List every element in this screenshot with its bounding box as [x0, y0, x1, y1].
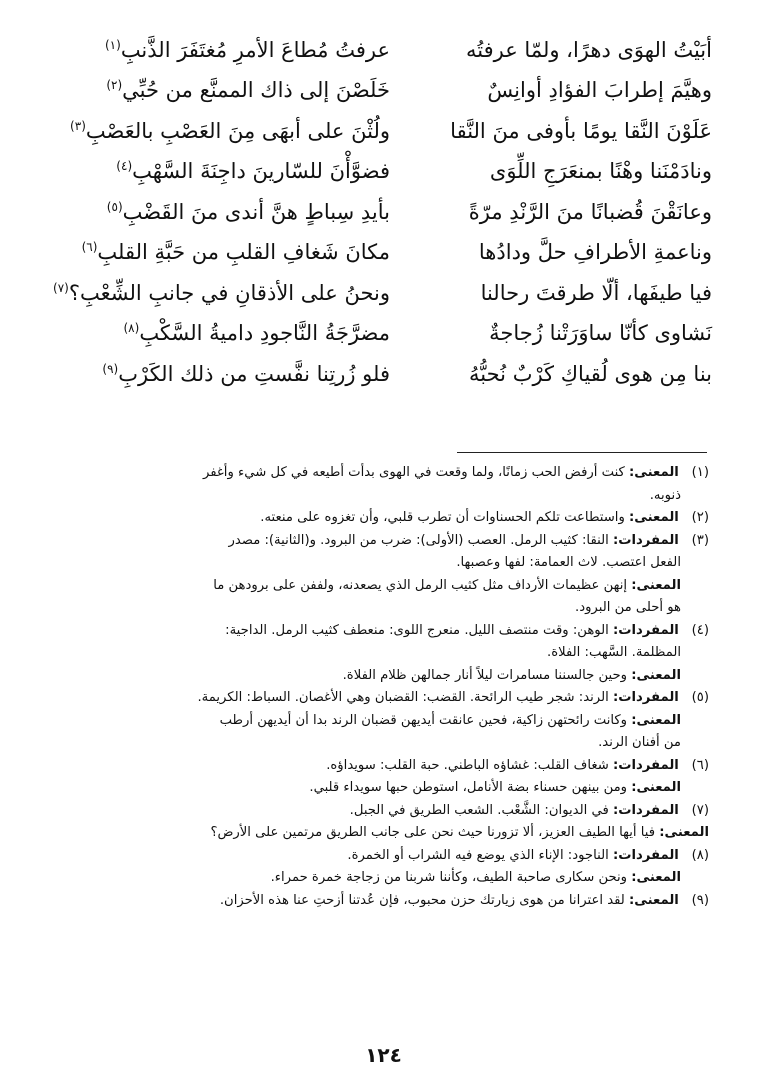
verse-second-hemistich [60, 242, 390, 263]
verse-first-hemistich: وناعمةِ الأطرافِ حلَّ ودادُها [478, 240, 712, 265]
verse [60, 233, 712, 274]
footnote-label: المعنى: [659, 825, 709, 840]
footnote [59, 507, 709, 530]
footnote-line [59, 665, 709, 688]
footnote-line [59, 575, 709, 598]
footnote-number: (١) [691, 465, 709, 480]
verse-first-hemistich: أبَيْتُ الهوَى دهرًا، ولمّا عرفتُه [466, 37, 712, 62]
verse-second-hemistich [60, 323, 390, 344]
footnote-line [59, 485, 709, 508]
verse-second-hemistich [60, 37, 390, 62]
footnote-number: (٦) [691, 757, 709, 773]
verse [60, 152, 712, 193]
verse-second-text: بأيدِ سِباطٍ هنَّ أندى منَ القَضْبِ [122, 199, 390, 224]
footnote-label: المعنى: [631, 870, 681, 885]
verse-second-hemistich [60, 161, 390, 182]
footnote-text: كنت أرفض الحب زمانًا، ولما وقعت في الهوى بدأت أطيعه في كل شيء وأغفر [202, 465, 630, 480]
footnote-line [59, 777, 709, 800]
footnote-reference: (٦) [81, 240, 98, 255]
footnote [59, 755, 709, 800]
verse [60, 314, 712, 355]
verse-first-hemistich: فيا طيفَها، ألّا طرقتَ رحالنا [480, 280, 712, 305]
footnote-text: في الديوان: الشَّعْب. الشعب الطريق في الجبل. [349, 802, 613, 818]
footnote-reference: (٥) [106, 199, 123, 214]
footnote-line [59, 732, 709, 755]
verse-second-hemistich [60, 80, 390, 101]
verse-first-hemistich: نَشاوى كأنّا ساوَرَتْنا زُجاجةٌ [489, 321, 712, 346]
footnote-line [59, 552, 709, 575]
verse-second-text: ونحنُ على الأذقانِ في جانبِ الشِّعْبِ؟ [68, 280, 390, 305]
page-number: ١٢٤ [365, 1043, 402, 1067]
verse-second-text: خَلَصْنَ إلى ذاك الممنَّع من حُبِّي [122, 78, 390, 103]
footnote-text: الناجود: الإناء الذي يوضع فيه الشراب أو الخمرة. [347, 847, 613, 863]
footnote-line [59, 890, 709, 913]
footnote [59, 620, 709, 688]
footnote-line [59, 642, 709, 665]
footnote-text: شغاف القلب: غشاؤه الباطني. حبة القلب: سويداؤه. [326, 757, 613, 773]
footnote-label: المفردات: [612, 690, 679, 705]
verse-second-hemistich [53, 280, 390, 305]
footnote-label: المعنى: [631, 712, 681, 728]
footnote-label: المفردات: [612, 802, 679, 818]
footnote-reference: (٩) [102, 361, 119, 376]
verse-second-text: مكانَ شَغافِ القلبِ من حَبَّةِ القلبِ [97, 240, 390, 265]
verse-first-hemistich: عَلَوْنَ النَّقا يومًا بأوفى منَ النَّقا [450, 118, 712, 143]
footnote-text: ذنوبه. [649, 487, 681, 503]
footnote-label: المفردات: [612, 757, 679, 773]
footnote-number: (٤) [691, 622, 709, 638]
footnote-line [59, 800, 709, 823]
footnote-label: المفردات: [612, 532, 679, 548]
footnote-separator [457, 452, 707, 453]
footnote-text: ونحن سكارى صاحبة الطيف، وكأننا شربنا من زجاجة خمرة حمراء. [270, 870, 632, 885]
poem [53, 30, 712, 395]
footnote-label: المفردات: [612, 847, 679, 863]
verse-second-text: مضرَّجَةُ النَّاجودِ داميةُ السَّكْبِ [139, 321, 390, 346]
footnote-line [59, 507, 709, 530]
footnote-reference: (٢) [106, 78, 123, 93]
footnote-reference: (١) [104, 37, 121, 52]
footnote-label: المفردات: [612, 622, 679, 638]
footnote-text: إنهن عظيمات الأرداف مثل كثيب الرمل الذي يصعدنه، ولففن على برودهن ما [213, 577, 632, 593]
footnote-reference: (٣) [70, 118, 86, 133]
footnote-line [59, 687, 709, 710]
verse-second-hemistich [60, 361, 390, 386]
verse [60, 111, 712, 152]
verse-second-text: ولُثْنَ على أبهَى مِنَ العَصْبِ بالعَصْبِ [85, 118, 390, 143]
footnote-number: (٩) [691, 892, 709, 908]
footnote-text: الرند: شجر طيب الرائحة. القضب: القضبان وهي الأغصان. السباط: الكريمة. [197, 690, 613, 705]
verse [60, 30, 712, 71]
footnote-text: الوهن: وقت منتصف الليل. منعرج اللوى: منعطف كثيب الرمل. الداجية: [225, 622, 613, 638]
footnote [59, 800, 709, 845]
footnote-text: لقد اعترانا من هوى زيارتك حزن محبوب، فإن عُدتنا أزحتِ عنا هذه الأحزان. [219, 892, 630, 908]
footnote-label: المعنى: [631, 667, 681, 683]
verse-second-text: فضوَّأْنَ للسّارينَ داجِنَةَ السَّهْبِ [132, 159, 390, 184]
footnote-line [59, 845, 709, 868]
verse [60, 71, 712, 112]
verse-second-text: فلو زُرتِنا نفَّستِ من ذلك الكَرْبِ [118, 361, 390, 386]
footnote-text: وكانت رائحتهن زاكية، فحين عانقت أيديهن قضبان الرند بدا أن أيديهن أرطب [219, 712, 632, 728]
footnote-text: وحين جالسننا مسامرات ليلاً أنار جمالهن ظلام الفلاة. [342, 667, 632, 683]
footnotes [59, 462, 709, 912]
footnote-text: فيا أيها الطيف العزيز، ألا تزورنا حيث نحن على جانب الطريق مرتمين على الأرض؟ [210, 825, 660, 840]
verse-first-hemistich: وهيَّمَ إطرابَ الفؤادِ أوانِسٌ [487, 78, 712, 103]
footnote [59, 845, 709, 890]
footnote-label: المعنى: [631, 780, 681, 795]
footnote-text: الفعل اعتصب. لاث العمامة: لفها وعصبها. [456, 555, 681, 570]
footnote [59, 890, 709, 913]
footnote-text: المظلمة. السَّهب: الفلاة. [547, 645, 681, 660]
verse [60, 354, 712, 395]
footnote-line [59, 710, 709, 733]
footnote [59, 530, 709, 620]
footnote-number: (٧) [691, 802, 709, 818]
footnote-text: ومن بينهن حسناء بضة الأنامل، استوطن حبها سويداء قلبي. [309, 780, 632, 795]
verse-second-hemistich [60, 118, 390, 143]
footnote-line [59, 620, 709, 643]
footnote-label: المعنى: [629, 892, 679, 908]
footnote-line [59, 462, 709, 485]
footnote-text: النقا: كثيب الرمل. العصب (الأولى): ضرب من البرود. و(الثانية): مصدر [228, 532, 613, 548]
footnote-line [59, 530, 709, 553]
verse-second-hemistich [60, 199, 390, 224]
footnote-reference: (٤) [116, 159, 133, 174]
footnote-line [59, 822, 709, 845]
footnote-label: المعنى: [629, 465, 679, 480]
verse-first-hemistich: وعانَقْنَ قُضبانًا منَ الرَّنْدِ مرّةً [468, 199, 712, 224]
footnote-text: واستطاعت تلكم الحسناوات أن تطرب قلبي، وأن تغزوه على منعته. [260, 510, 630, 525]
verse [53, 273, 712, 314]
footnote-number: (٣) [691, 532, 709, 548]
footnote-text: هو أحلى من البرود. [575, 600, 681, 615]
verse-second-text: عرفتُ مُطاعَ الأمرِ مُغتَفَرَ الذَّنبِ [120, 37, 390, 62]
verse [60, 192, 712, 233]
footnote-text: من أفنان الرند. [598, 735, 681, 750]
footnote-number: (٥) [691, 690, 709, 705]
footnote [59, 462, 709, 507]
footnote-reference: (٧) [53, 280, 69, 295]
verse-first-hemistich: بنا مِن هوى لُقياكِ كَرْبٌ نُحبُّهُ [469, 361, 712, 386]
footnote-line [59, 867, 709, 890]
footnote-label: المعنى: [629, 510, 679, 525]
footnote-number: (٨) [691, 847, 709, 863]
footnote-reference: (٨) [123, 321, 140, 336]
footnote-line [59, 755, 709, 778]
footnote-label: المعنى: [631, 577, 681, 593]
verse-first-hemistich: ونادَمْنَنا وهْنًا بمنعَرَجِ اللِّوَى [489, 159, 712, 184]
footnote [59, 687, 709, 755]
footnote-line [59, 597, 709, 620]
footnote-number: (٢) [691, 510, 709, 525]
